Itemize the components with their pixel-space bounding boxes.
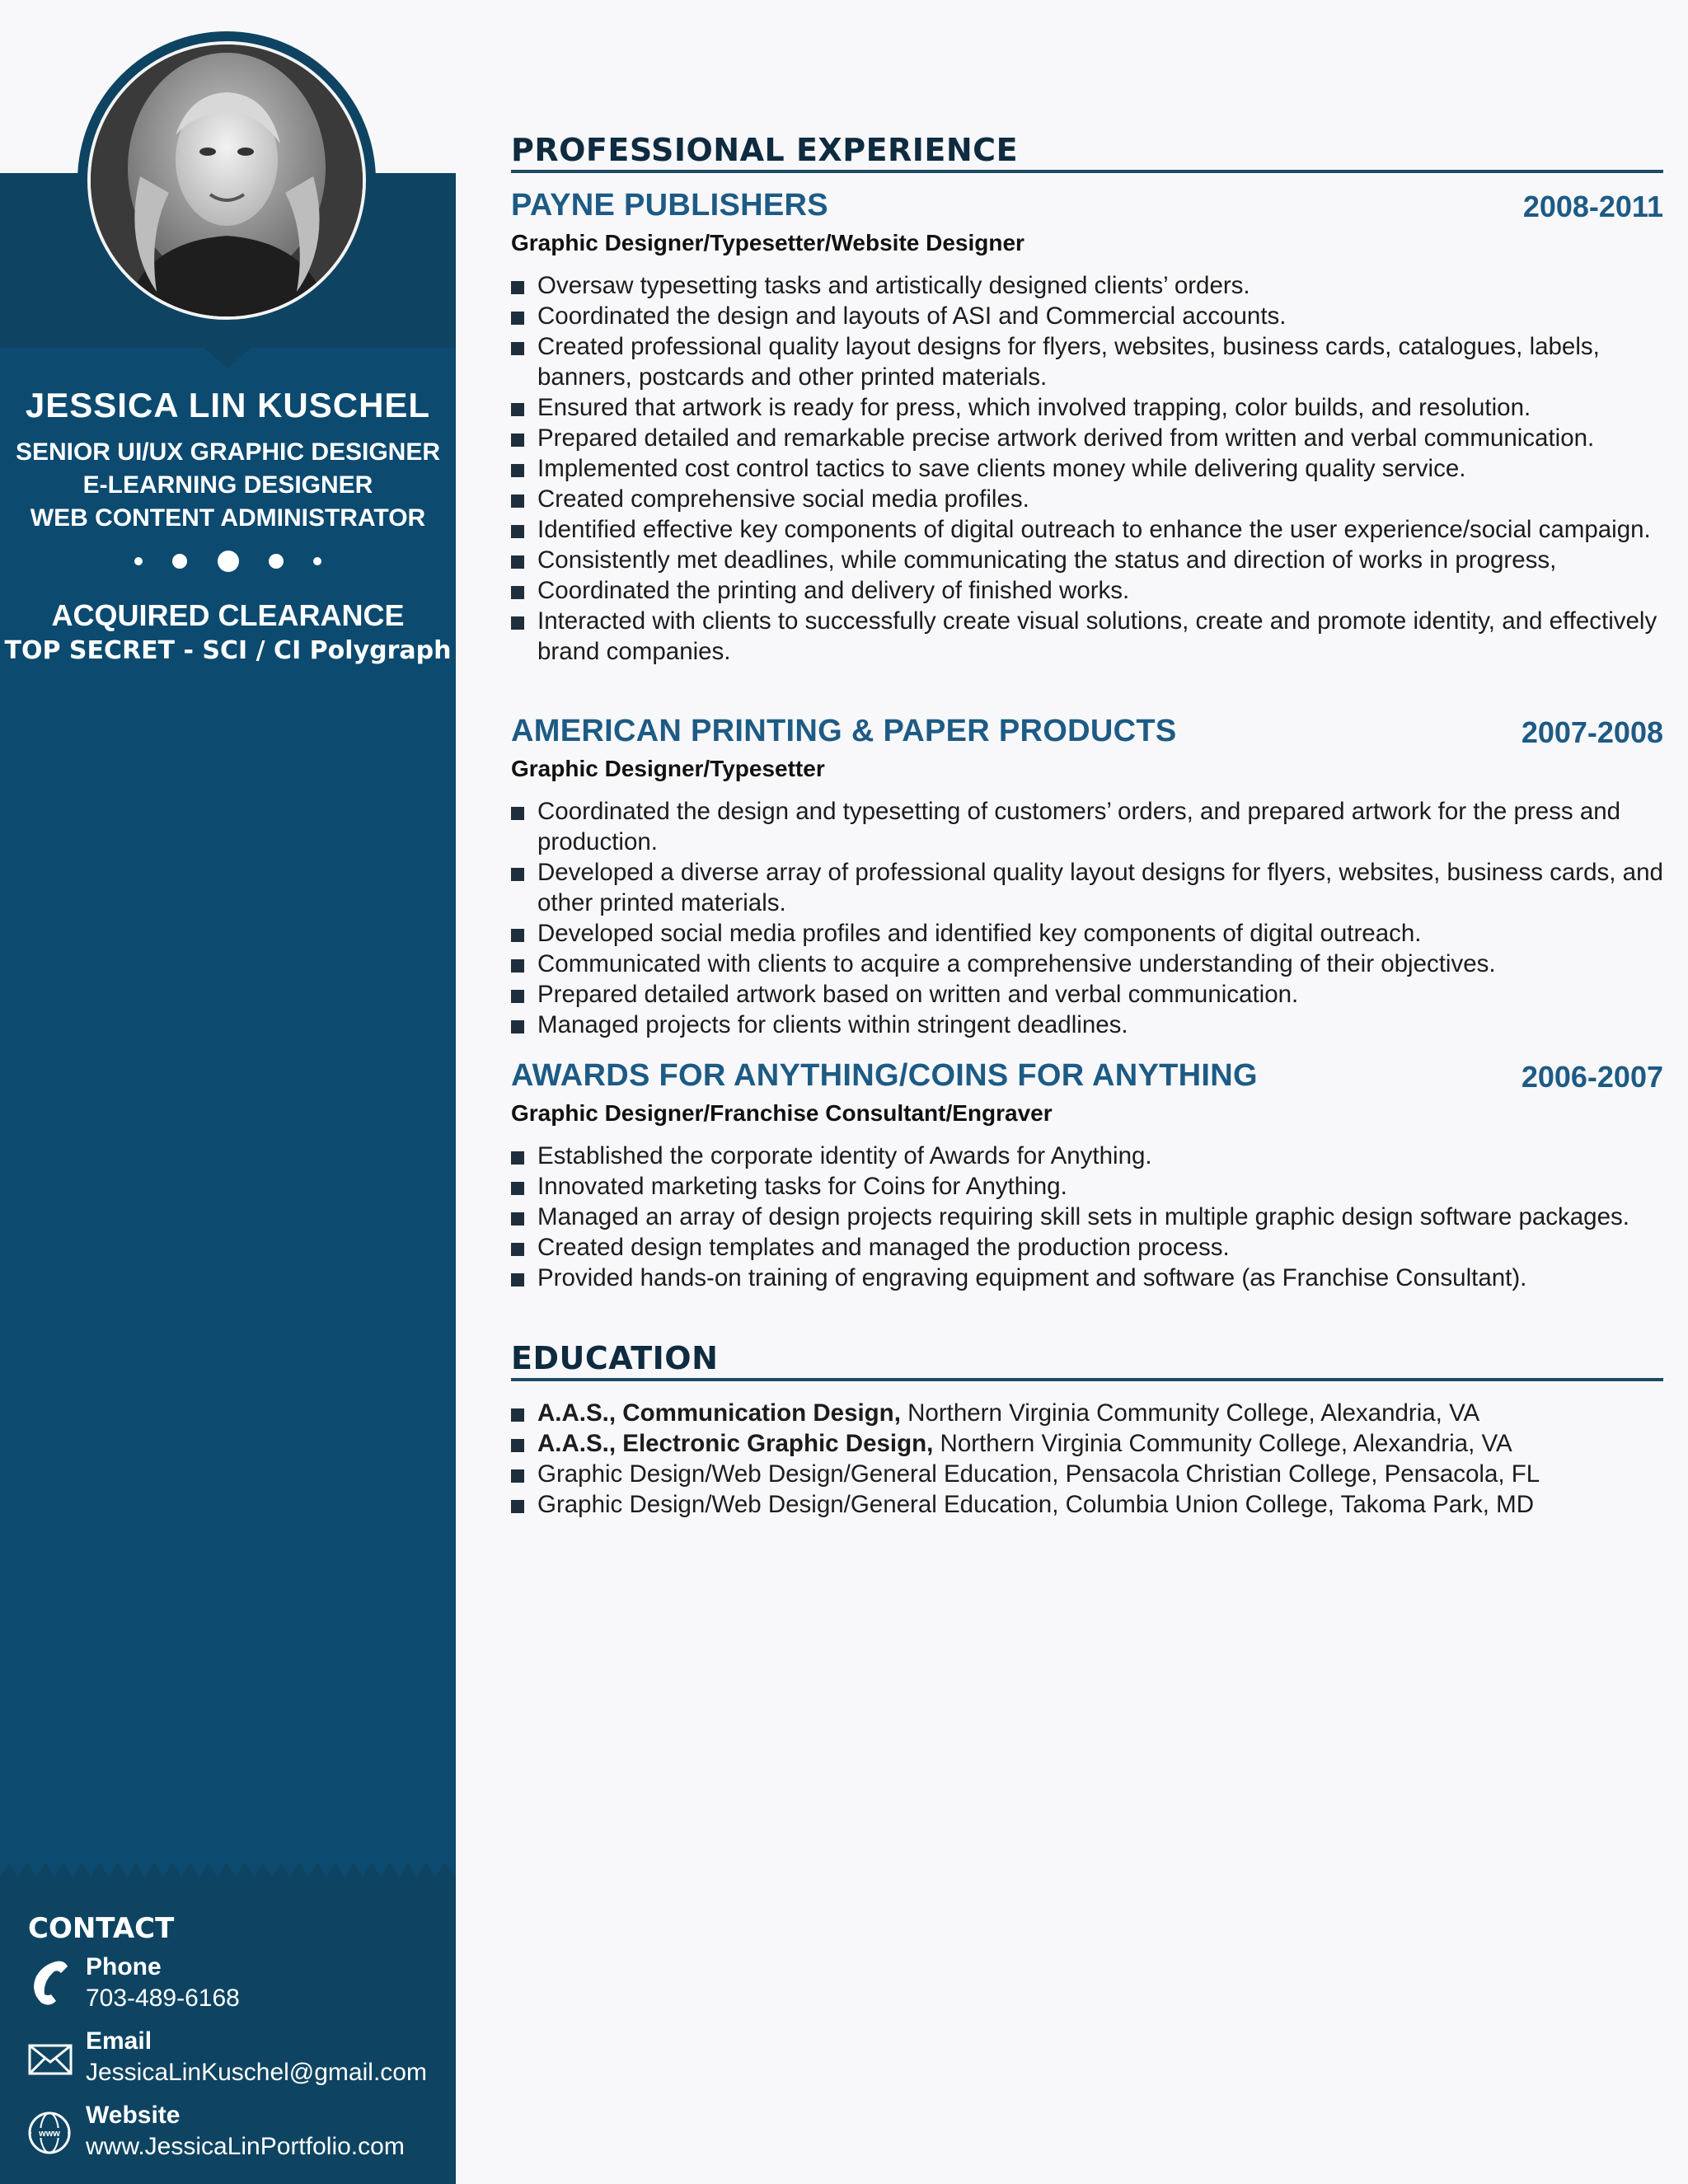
job-bullets xyxy=(511,796,1663,1040)
education-detail: Graphic Design/Web Design/General Education, Columbia Union College, Takoma Park, MD xyxy=(537,1491,1534,1518)
list-item: Prepared detailed artwork based on written and verbal communication. xyxy=(511,979,1663,1010)
list-item: Coordinated the design and typesetting of customers’ orders, and prepared artwork for the press and production. xyxy=(511,796,1663,857)
job-years: 2008-2011 xyxy=(1522,190,1663,223)
education-item xyxy=(511,1398,1663,1428)
experience-heading: PROFESSIONAL EXPERIENCE xyxy=(511,132,1663,173)
zigzag-divider xyxy=(0,1861,456,1891)
photo-frame xyxy=(77,31,376,330)
list-item: Coordinated the printing and delivery of finished works. xyxy=(511,575,1663,606)
sidebar-main-panel xyxy=(0,348,456,1889)
clearance-detail: TOP SECRET - SCI / CI Polygraph xyxy=(4,636,452,665)
contact-email-label: Email xyxy=(86,2027,152,2055)
contact-email xyxy=(28,2027,440,2093)
contact-website-label: Website xyxy=(86,2102,181,2129)
education-detail: Northern Virginia Community College, Alexandria, VA xyxy=(900,1399,1480,1427)
sidebar xyxy=(0,0,456,2184)
list-item: Created professional quality layout designs for flyers, websites, business cards, catalogues, labels, banners, postcards and other printed materials. xyxy=(511,331,1663,392)
profile-title-3: WEB CONTENT ADMINISTRATOR xyxy=(30,504,426,532)
job-role: Graphic Designer/Franchise Consultant/Engraver xyxy=(511,1100,1053,1126)
job-header xyxy=(511,714,1663,750)
education-list xyxy=(511,1398,1663,1520)
list-item: Developed a diverse array of professional quality layout designs for flyers, websites, business cards, and other printed materials. xyxy=(511,857,1663,918)
phone-icon xyxy=(28,1958,74,2008)
education-item xyxy=(511,1428,1663,1459)
education-heading: EDUCATION xyxy=(511,1340,1663,1381)
job-role: Graphic Designer/Typesetter xyxy=(511,756,825,781)
sidebar-notch xyxy=(203,347,252,368)
contact-phone-value[interactable]: 703-489-6168 xyxy=(86,1985,240,2012)
envelope-icon xyxy=(28,2032,74,2082)
list-item: Managed projects for clients within stringent deadlines. xyxy=(511,1010,1663,1040)
contact-phone xyxy=(28,1953,440,2019)
svg-text:www: www xyxy=(39,2129,60,2139)
profile-title-2: E-LEARNING DESIGNER xyxy=(82,471,373,499)
list-item: Developed social media profiles and identified key components of digital outreach. xyxy=(511,918,1663,949)
contact-website-value[interactable]: www.JessicaLinPortfolio.com xyxy=(86,2133,405,2160)
company-name: AMERICAN PRINTING & PAPER PRODUCTS xyxy=(511,714,1177,748)
education-degree: A.A.S., Communication Design, xyxy=(537,1399,901,1427)
list-item: Provided hands-on training of engraving equipment and software (as Franchise Consultant). xyxy=(511,1263,1663,1293)
contact-website xyxy=(28,2102,440,2168)
education-item xyxy=(511,1459,1663,1489)
list-item: Established the corporate identity of Awards for Anything. xyxy=(511,1141,1663,1171)
education-detail: Graphic Design/Web Design/General Education, Pensacola Christian College, Pensacola, FL xyxy=(537,1460,1540,1488)
list-item: Communicated with clients to acquire a comprehensive understanding of their objectives. xyxy=(511,949,1663,979)
list-item: Interacted with clients to successfully create visual solutions, create and promote identity, and effectively brand companies. xyxy=(511,606,1663,667)
company-name: PAYNE PUBLISHERS xyxy=(511,188,828,223)
list-item: Created design templates and managed the production process. xyxy=(511,1232,1663,1263)
contact-email-value[interactable]: JessicaLinKuschel@gmail.com xyxy=(86,2059,427,2086)
company-name: AWARDS FOR ANYTHING/COINS FOR ANYTHING xyxy=(511,1058,1258,1093)
profile-name: JESSICA LIN KUSCHEL xyxy=(25,386,431,424)
job-role: Graphic Designer/Typesetter/Website Designer xyxy=(511,230,1025,255)
list-item: Innovated marketing tasks for Coins for Anything. xyxy=(511,1171,1663,1202)
list-item: Oversaw typesetting tasks and artistically designed clients’ orders. xyxy=(511,270,1663,301)
job-bullets xyxy=(511,1141,1663,1293)
profile-title-1: SENIOR UI/UX GRAPHIC DESIGNER xyxy=(15,438,441,466)
decorative-dots xyxy=(0,551,456,575)
dot-icon xyxy=(269,554,284,569)
portrait-silhouette xyxy=(91,45,363,316)
job-bullets xyxy=(511,270,1663,667)
education-item xyxy=(511,1489,1663,1520)
contact-heading: CONTACT xyxy=(28,1912,175,1945)
list-item: Prepared detailed and remarkable precise artwork derived from written and verbal communication. xyxy=(511,423,1663,453)
dot-icon xyxy=(313,557,321,565)
portrait-photo xyxy=(87,41,366,320)
job-years: 2006-2007 xyxy=(1521,1060,1663,1094)
dot-icon xyxy=(134,557,143,565)
list-item: Created comprehensive social media profiles. xyxy=(511,484,1663,514)
globe-icon xyxy=(28,2107,74,2156)
dot-icon xyxy=(218,551,239,572)
job-header xyxy=(511,1058,1663,1094)
dot-icon xyxy=(172,554,187,569)
job-header xyxy=(511,188,1663,224)
list-item: Ensured that artwork is ready for press, which involved trapping, color builds, and resolution. xyxy=(511,392,1663,423)
list-item: Managed an array of design projects requiring skill sets in multiple graphic design software packages. xyxy=(511,1202,1663,1232)
education-degree: A.A.S., Electronic Graphic Design, xyxy=(537,1430,934,1457)
list-item: Coordinated the design and layouts of ASI and Commercial accounts. xyxy=(511,301,1663,331)
education-detail: Northern Virginia Community College, Alexandria, VA xyxy=(933,1430,1512,1457)
contact-phone-label: Phone xyxy=(86,1953,162,1980)
job-years: 2007-2008 xyxy=(1521,715,1663,749)
clearance-heading: ACQUIRED CLEARANCE xyxy=(51,598,405,632)
list-item: Consistently met deadlines, while communicating the status and direction of works in progress, xyxy=(511,545,1663,575)
list-item: Identified effective key components of digital outreach to enhance the user experience/social campaign. xyxy=(511,514,1663,545)
list-item: Implemented cost control tactics to save clients money while delivering quality service. xyxy=(511,453,1663,484)
